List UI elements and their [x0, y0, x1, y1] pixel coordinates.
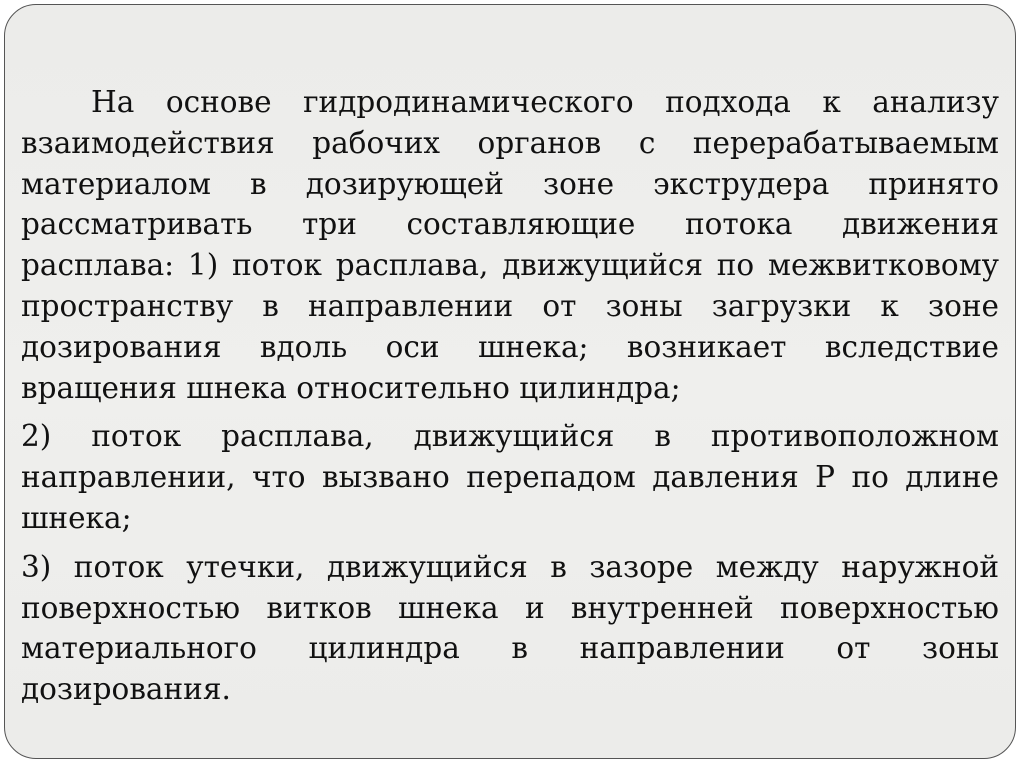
paragraph-flow-2: 2) поток расплава, движущийся в противоположном направлении, что вызвано перепадом давления Р по длине шнека; [21, 419, 999, 535]
paragraph-intro-flow-1: На основе гидродинамического подхода к анализу взаимодействия рабочих органов с перерабатываемым материалом в дозирующей зоне экструдера принято рассматривать три составляющие потока движения расплава: 1) поток расплава, движущийся по межвитковому пространству в направлении от зоны загрузки к зоне дозирования вдоль оси шнека; возникает вследствие вращения шнека относительно цилиндра; [21, 85, 999, 405]
slide-frame [4, 4, 1016, 759]
slide-text-body [21, 82, 999, 710]
paragraph-flow-3: 3) поток утечки, движущийся в зазоре между наружной поверхностью витков шнека и внутренней поверхностью материального цилиндра в направлении от зоны дозирования. [21, 549, 999, 707]
